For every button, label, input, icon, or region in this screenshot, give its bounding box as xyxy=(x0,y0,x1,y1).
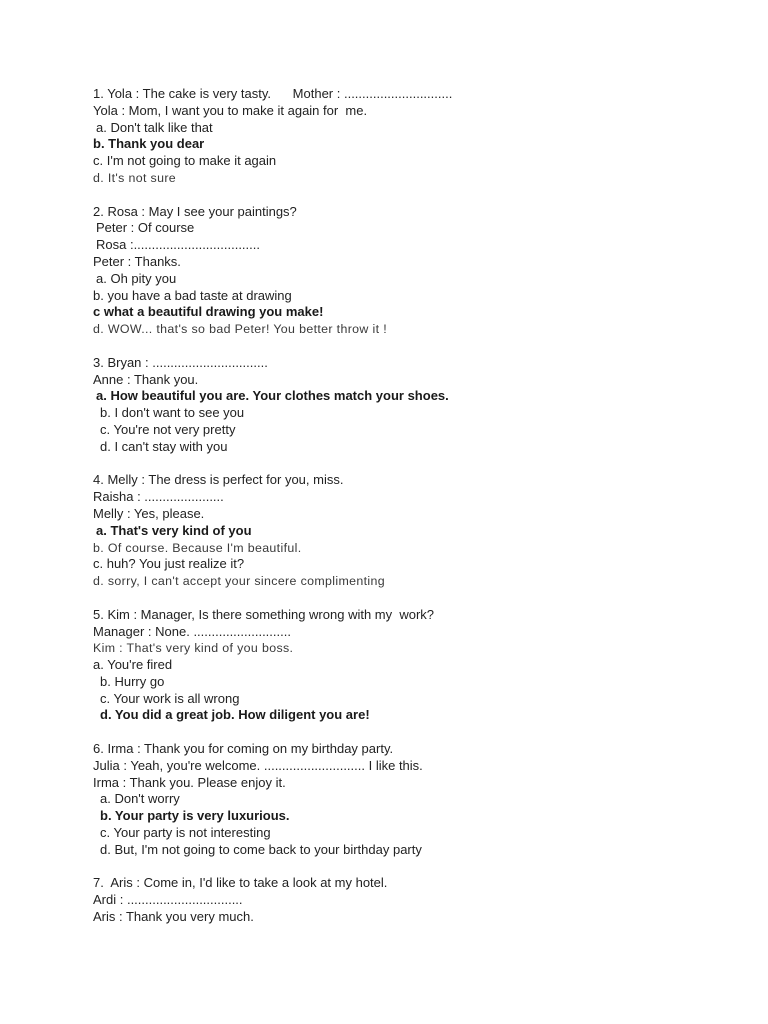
dialogue-line: 6. Irma : Thank you for coming on my birthday party. xyxy=(93,741,394,757)
question-5 xyxy=(93,607,713,725)
dialogue-line: Manager : None. ........................... xyxy=(93,623,291,639)
answer-option: d. sorry, I can't accept your sincere complimenting xyxy=(93,574,386,589)
answer-option: b. you have a bad taste at drawing xyxy=(93,287,292,303)
dialogue-line: Rosa :................................... xyxy=(96,237,260,253)
dialogue-line: Irma : Thank you. Please enjoy it. xyxy=(93,774,286,790)
answer-option: d. But, I'm not going to come back to your birthday party xyxy=(100,841,422,857)
question-3 xyxy=(93,355,713,456)
question-2 xyxy=(93,204,713,338)
dialogue-line: Kim : That's very kind of you boss. xyxy=(93,641,294,656)
correct-answer-option: b. Thank you dear xyxy=(93,136,205,152)
answer-option: d. It's not sure xyxy=(93,170,177,185)
answer-option: c. huh? You just realize it? xyxy=(93,556,245,572)
correct-answer-option: a. That's very kind of you xyxy=(96,522,252,538)
question-7 xyxy=(93,875,713,925)
dialogue-line: Peter : Of course xyxy=(96,220,195,236)
dialogue-line: Aris : Thank you very much. xyxy=(93,909,254,925)
answer-option: d. I can't stay with you xyxy=(100,438,228,454)
dialogue-line: 4. Melly : The dress is perfect for you, miss. xyxy=(93,472,344,488)
question-1 xyxy=(93,86,713,187)
dialogue-line: Melly : Yes, please. xyxy=(93,505,205,521)
correct-answer-option: b. Your party is very luxurious. xyxy=(100,808,290,824)
answer-option: d. WOW... that's so bad Peter! You better throw it ! xyxy=(93,322,387,337)
dialogue-line: Peter : Thanks. xyxy=(93,253,181,269)
dialogue-line: Anne : Thank you. xyxy=(93,371,199,387)
answer-option: c. You're not very pretty xyxy=(100,421,236,437)
question-6 xyxy=(93,741,713,859)
dialogue-line: Yola : Mom, I want you to make it again for me. xyxy=(93,102,368,118)
answer-option: c. Your work is all wrong xyxy=(100,690,240,706)
answer-option: a. You're fired xyxy=(93,657,173,673)
dialogue-line: Raisha : ...................... xyxy=(93,489,224,505)
answer-option: b. I don't want to see you xyxy=(100,405,245,421)
dialogue-line: 3. Bryan : ................................ xyxy=(93,354,268,370)
dialogue-line: 1. Yola : The cake is very tasty. Mother : .............................. xyxy=(93,86,453,101)
dialogue-line: 2. Rosa : May I see your paintings? xyxy=(93,203,297,219)
answer-option: c. Your party is not interesting xyxy=(100,825,271,841)
dialogue-line: 5. Kim : Manager, Is there something wrong with my work? xyxy=(93,606,435,622)
answer-option: c. I'm not going to make it again xyxy=(93,153,277,169)
answer-option: a. Oh pity you xyxy=(96,270,177,286)
dialogue-line: 7. Aris : Come in, I'd like to take a look at my hotel. xyxy=(93,875,388,891)
answer-option: a. Don't talk like that xyxy=(96,119,213,135)
correct-answer-option: d. You did a great job. How diligent you are! xyxy=(100,707,370,723)
answer-option: b. Hurry go xyxy=(100,673,165,689)
answer-option: a. Don't worry xyxy=(100,791,180,807)
correct-answer-option: a. How beautiful you are. Your clothes match your shoes. xyxy=(96,388,449,404)
dialogue-line: Ardi : ................................ xyxy=(93,892,243,908)
correct-answer-option: c what a beautiful drawing you make! xyxy=(93,304,324,320)
question-4 xyxy=(93,472,713,590)
dialogue-line: Julia : Yeah, you're welcome. ............................ I like this. xyxy=(93,757,423,773)
quiz-content xyxy=(93,86,713,943)
answer-option: b. Of course. Because I'm beautiful. xyxy=(93,540,302,555)
